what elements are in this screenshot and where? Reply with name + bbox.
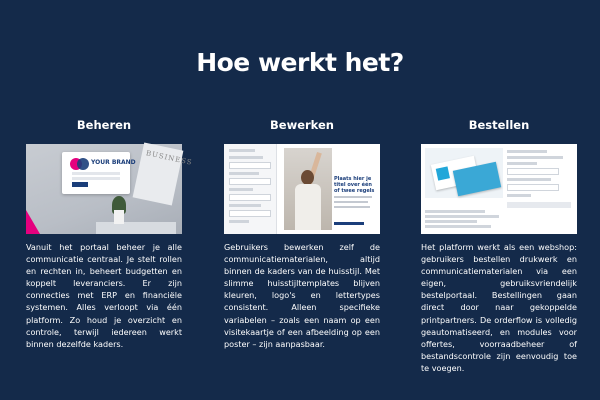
- business-card-image: BUSINESS: [133, 142, 184, 205]
- column-title: Beheren: [76, 118, 132, 132]
- login-card: [62, 152, 136, 194]
- login-button: [72, 182, 88, 187]
- poster-title: Plaats hier je titel over één of twee regels: [334, 176, 375, 194]
- bestellen-screenshot: [421, 144, 577, 234]
- column-description: Gebruikers bewerken zelf de communicatiematerialen, altijd binnen de kaders van de huisstijl. Met slimme huisstijltemplates blijven kleuren, logo's en lettertypes consistent. Alleen specifieke variabelen – zoals een naam op een visitekaartje of een afbeelding op een poster – zijn aanpasbaar.: [224, 242, 380, 349]
- column-bewerken: [224, 118, 380, 358]
- editor-sidebar: [224, 144, 277, 234]
- product-image: [425, 148, 503, 198]
- magenta-accent: [26, 210, 40, 234]
- brand-logo-icon: [436, 166, 450, 180]
- column-title: Bewerken: [270, 118, 334, 132]
- page-title: Hoe werkt het?: [196, 48, 404, 77]
- order-form: [507, 148, 573, 208]
- brand-text: YOUR BRAND: [91, 159, 136, 166]
- add-to-cart-bar: [507, 202, 571, 208]
- column-description: Het platform werkt als een webshop: gebruikers bestellen drukwerk en communicatiematerialen via een eigen, gebruiksvriendelijk bestelportaal. Bestellingen gaan direct door naar gekoppelde printpartners. De orderflow is volledig geautomatiseerd, en modules voor offertes, voorraadbeheer of bestandscontrole zijn eenvoudig toe te voegen.: [421, 242, 577, 373]
- column-title: Bestellen: [468, 118, 530, 132]
- bewerken-screenshot: [224, 144, 380, 234]
- column-bestellen: [421, 118, 577, 382]
- poster-preview: [284, 148, 376, 230]
- beheren-screenshot: [26, 144, 194, 234]
- column-beheren: [26, 118, 194, 358]
- column-description: Vanuit het portaal beheer je alle communicatie centraal. Je stelt rollen en rechten in, beheert budgetten en koppelt leveranciers. Er zijn connecties met ERP en financiële systemen. Alles verloopt via één platform. Zo houd je overzicht en controle, terwijl iedereen werkt binnen dezelfde kaders.: [26, 242, 182, 349]
